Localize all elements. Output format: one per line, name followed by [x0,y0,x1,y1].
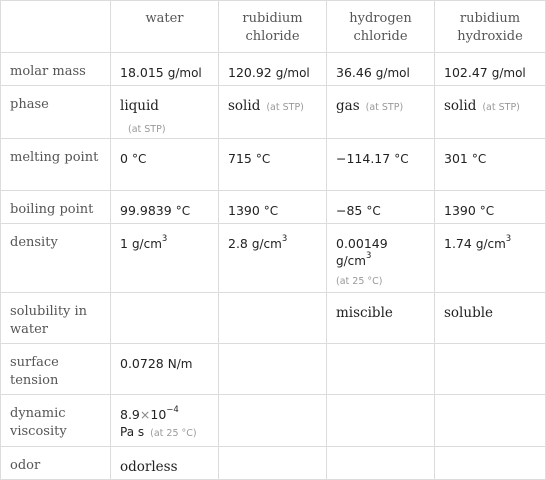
row-label: molar mass [1,53,111,86]
cell-rubidium-chloride: 2.8 $g/cm^3$ [219,224,327,293]
cell-hydrogen-chloride: −114.17 °C [327,139,435,191]
cell-rubidium-chloride: solid (at STP) [219,86,327,139]
cell-hydrogen-chloride [327,395,435,447]
cell-hydrogen-chloride: 0.00149 $g/cm^3$ (at 25 °C) [327,224,435,293]
cell-rubidium-chloride: 120.92 g/mol [219,53,327,86]
cell-water: odorless [111,447,219,480]
row-label: odor [1,447,111,480]
cell-hydrogen-chloride: 36.46 g/mol [327,53,435,86]
cell-rubidium-hydroxide: soluble [435,293,546,344]
cell-rubidium-hydroxide [435,447,546,480]
cell-water [111,293,219,344]
cell-water: liquid (at STP) [111,86,219,139]
cell-rubidium-chloride: 1390 °C [219,191,327,224]
cell-rubidium-chloride: 715 °C [219,139,327,191]
column-header-rubidium-hydroxide: rubidium hydroxide [435,1,546,53]
cell-rubidium-hydroxide: 102.47 g/mol [435,53,546,86]
cell-rubidium-hydroxide [435,395,546,447]
header-row [1,1,546,53]
column-header-water: water [111,1,219,53]
table-row-solubility [1,293,546,344]
cell-rubidium-hydroxide: 301 °C [435,139,546,191]
cell-rubidium-hydroxide: 1.74 $g/cm^3$ [435,224,546,293]
column-header-rubidium-chloride: rubidium chloride [219,1,327,53]
cell-rubidium-chloride [219,293,327,344]
row-label: density [1,224,111,293]
table-row-surface-tension [1,344,546,395]
cell-hydrogen-chloride [327,344,435,395]
cell-hydrogen-chloride: −85 °C [327,191,435,224]
table-row-density [1,224,546,293]
cell-hydrogen-chloride: gas (at STP) [327,86,435,139]
row-label: boiling point [1,191,111,224]
cell-hydrogen-chloride [327,447,435,480]
table-row-molar-mass [1,53,546,86]
cell-rubidium-hydroxide: 1390 °C [435,191,546,224]
cell-rubidium-hydroxide: solid (at STP) [435,86,546,139]
cell-water: 0 °C [111,139,219,191]
row-label: solubility in water [1,293,111,344]
column-header-hydrogen-chloride: hydrogen chloride [327,1,435,53]
cell-water: 99.9839 °C [111,191,219,224]
table-row-boiling-point [1,191,546,224]
cell-water: 0.0728 N/m [111,344,219,395]
cell-water: 1 $g/cm^3$ [111,224,219,293]
table-row-odor [1,447,546,480]
cell-rubidium-hydroxide [435,344,546,395]
cell-rubidium-chloride [219,395,327,447]
cell-water: $8.9\times 10^{-4}$ Pa s (at 25 °C) [111,395,219,447]
table-row-phase [1,86,546,139]
row-label: surface tension [1,344,111,395]
table-row-dynamic-viscosity [1,395,546,447]
row-label: melting point [1,139,111,191]
row-label: dynamic viscosity [1,395,111,447]
table-row-melting-point [1,139,546,191]
cell-rubidium-chloride [219,344,327,395]
cell-rubidium-chloride [219,447,327,480]
cell-water: 18.015 g/mol [111,53,219,86]
corner-header [1,1,111,53]
cell-hydrogen-chloride: miscible [327,293,435,344]
row-label: phase [1,86,111,139]
